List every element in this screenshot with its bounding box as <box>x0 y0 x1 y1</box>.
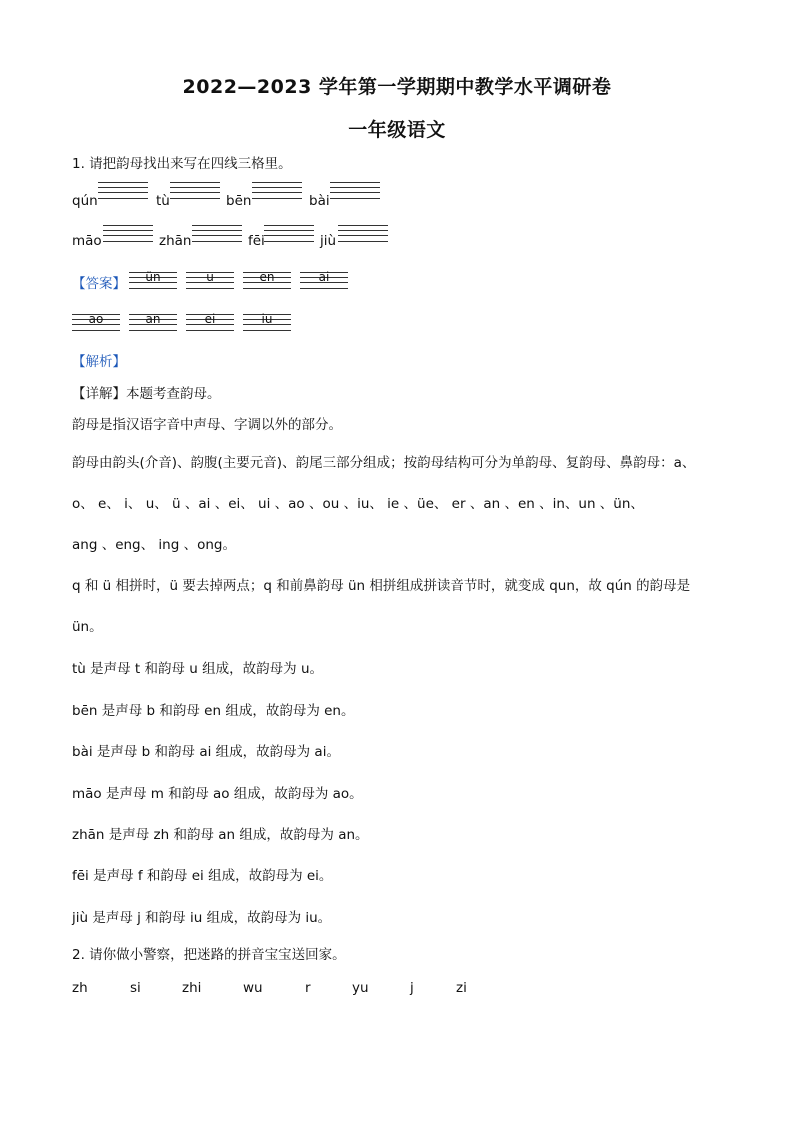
answer-grid <box>300 272 348 289</box>
analysis-line: 韵母是指汉语字音中声母、字调以外的部分。 <box>72 417 342 433</box>
analysis-line: 韵母由韵头(介音)、韵腹(主要元音)、韵尾三部分组成；按韵母结构可分为单韵母、复韵母、鼻韵母：a、 <box>72 455 696 471</box>
answer-label: 【答案】 <box>72 276 126 292</box>
q1-writing-grid[interactable] <box>192 225 242 242</box>
q2-pinyin-item[interactable]: zh <box>72 980 88 996</box>
analysis-line: ang 、eng、 ing 、ong。 <box>72 537 236 553</box>
q1-syllable: jiù <box>320 233 337 249</box>
answer-grid <box>129 314 177 331</box>
answer-value: ei <box>204 312 216 326</box>
answer-value: ün <box>145 270 161 284</box>
q2-pinyin-item[interactable]: zhi <box>182 980 202 996</box>
q1-syllable: bēn <box>226 193 252 209</box>
analysis-line: q 和 ü 相拼时，ü 要去掉两点；q 和前鼻韵母 ün 相拼组成拼读音节时，就变成 qun，故 qún 的韵母是 <box>72 578 691 594</box>
q2-pinyin-item[interactable]: yu <box>352 980 369 996</box>
q2-pinyin-item[interactable]: si <box>130 980 141 996</box>
answer-grid <box>243 272 291 289</box>
answer-grid <box>186 314 234 331</box>
answer-value: u <box>206 270 214 284</box>
page-subtitle: 一年级语文 <box>348 119 446 141</box>
analysis-line: fēi 是声母 f 和韵母 ei 组成，故韵母为 ei。 <box>72 868 333 884</box>
answer-value: ai <box>318 270 330 284</box>
q1-writing-grid[interactable] <box>252 182 302 199</box>
q1-syllable: tù <box>156 193 170 209</box>
answer-value: an <box>145 312 161 326</box>
q2-pinyin-item[interactable]: wu <box>243 980 263 996</box>
answer-grid <box>72 314 120 331</box>
analysis-line: o、 e、 i、 u、 ü 、ai 、ei、 ui 、ao 、ou 、iu、 ie 、üe、 er 、an 、en 、in、un 、ün、 <box>72 496 644 512</box>
analysis-label: 【解析】 <box>72 354 126 370</box>
q1-writing-grid[interactable] <box>98 182 148 199</box>
page-title: 2022—2023 学年第一学期期中教学水平调研卷 <box>182 76 612 98</box>
answer-grid <box>129 272 177 289</box>
q2-pinyin-item[interactable]: zi <box>456 980 467 996</box>
analysis-line: tù 是声母 t 和韵母 u 组成，故韵母为 u。 <box>72 661 324 677</box>
q2-prompt: 2. 请你做小警察，把迷路的拼音宝宝送回家。 <box>72 947 346 963</box>
answer-value: en <box>259 270 275 284</box>
detail-label: 【详解】 <box>72 386 126 402</box>
answer-grid <box>186 272 234 289</box>
q1-writing-grid[interactable] <box>170 182 220 199</box>
analysis-line: bēn 是声母 b 和韵母 en 组成，故韵母为 en。 <box>72 703 355 719</box>
analysis-line: zhān 是声母 zh 和韵母 an 组成，故韵母为 an。 <box>72 827 369 843</box>
q1-syllable: māo <box>72 233 102 249</box>
q1-writing-grid[interactable] <box>338 225 388 242</box>
analysis-line: ün。 <box>72 619 103 635</box>
analysis-line: bài 是声母 b 和韵母 ai 组成，故韵母为 ai。 <box>72 744 340 760</box>
q1-syllable: fēi <box>248 233 265 249</box>
q1-syllable: qún <box>72 193 98 209</box>
answer-value: ao <box>88 312 104 326</box>
q1-writing-grid[interactable] <box>330 182 380 199</box>
q1-writing-grid[interactable] <box>103 225 153 242</box>
q1-syllable: zhān <box>159 233 192 249</box>
q1-prompt: 1. 请把韵母找出来写在四线三格里。 <box>72 156 292 172</box>
q2-pinyin-item[interactable]: r <box>305 980 311 996</box>
analysis-line: māo 是声母 m 和韵母 ao 组成，故韵母为 ao。 <box>72 786 363 802</box>
q1-writing-grid[interactable] <box>264 225 314 242</box>
analysis-line: jiù 是声母 j 和韵母 iu 组成，故韵母为 iu。 <box>72 910 332 926</box>
detail-text: 本题考查韵母。 <box>126 386 221 402</box>
q1-syllable: bài <box>309 193 330 209</box>
answer-grid <box>243 314 291 331</box>
answer-value: iu <box>261 312 273 326</box>
analysis-detail <box>72 382 221 402</box>
q2-pinyin-item[interactable]: j <box>410 980 414 996</box>
